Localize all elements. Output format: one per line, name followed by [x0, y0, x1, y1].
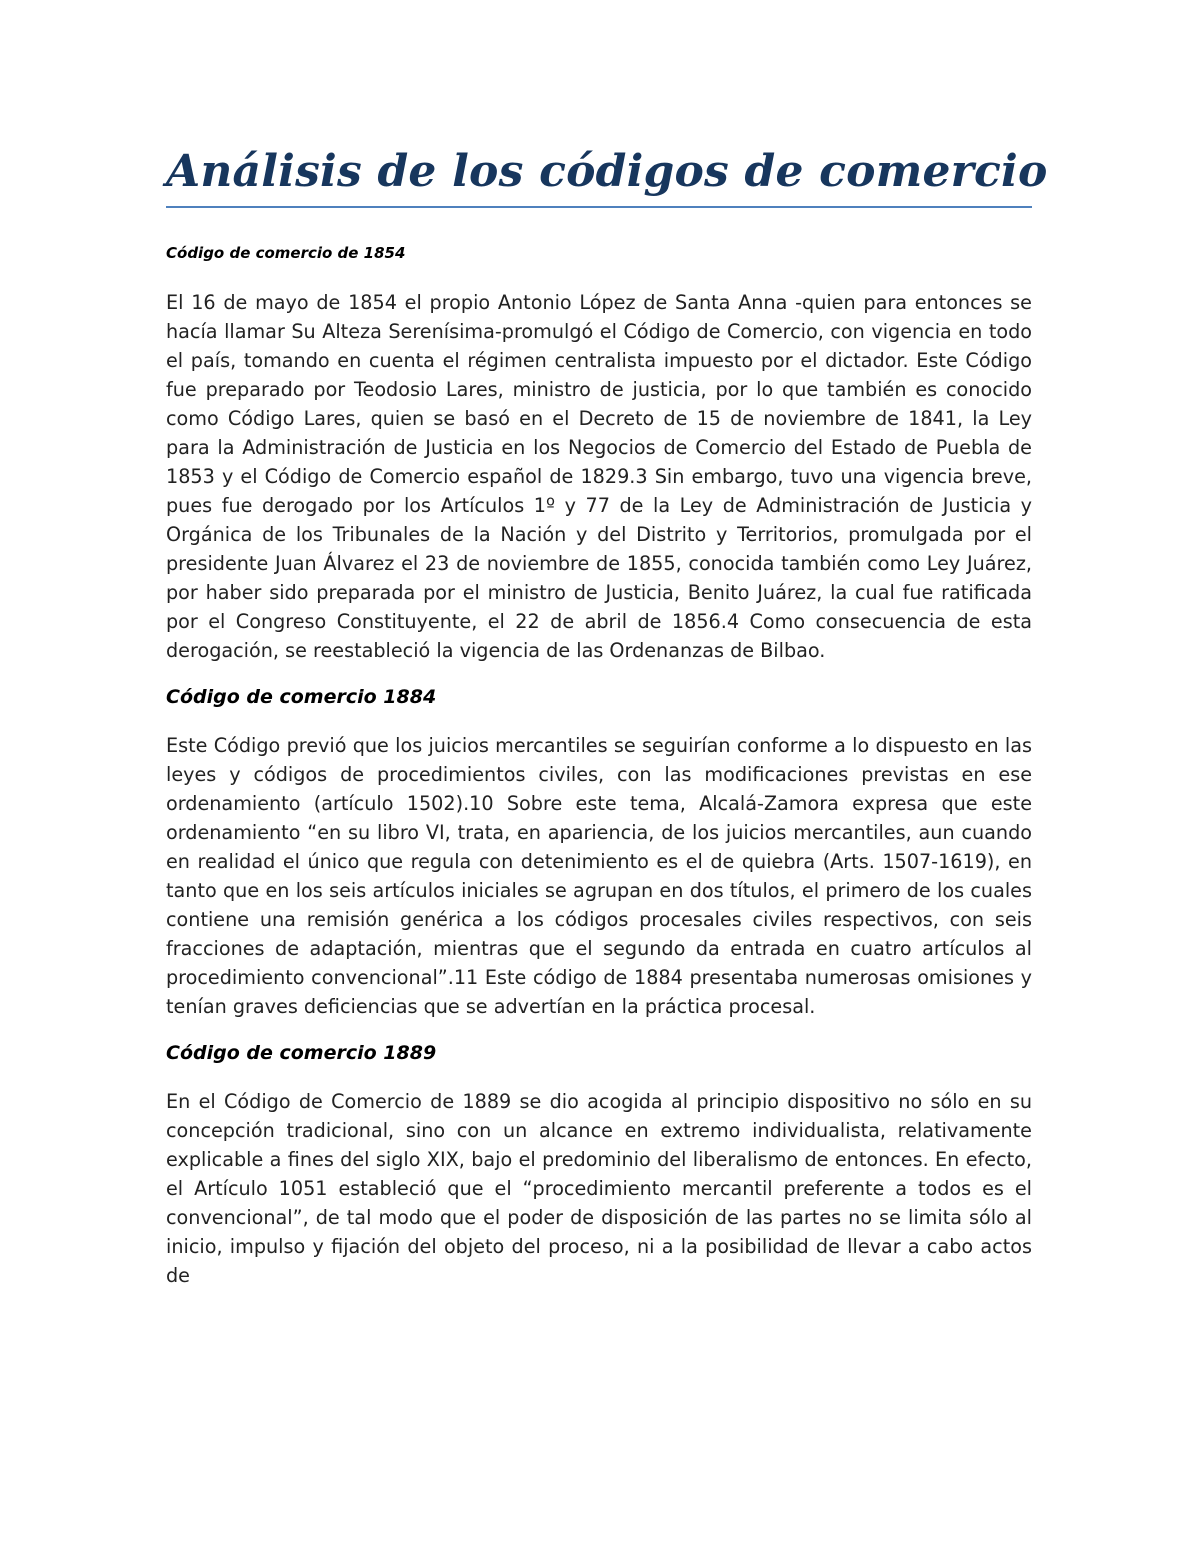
section-heading-1889: Código de comercio 1889 — [166, 1042, 437, 1064]
section-body-1889: En el Código de Comercio de 1889 se dio acogida al principio dispositivo no sólo en su concepción tradicional, sino con un alcance en extremo individualista, relativamente explicable a fines del siglo XIX, bajo el predominio del liberalismo de entonces. En efecto, el Artículo 1051 estableció que el “procedimiento mercantil preferente a todos es el convencional”, de tal modo que el poder de disposición de las partes no se limita sólo al inicio, impulso y fijación del objeto del proceso, ni a la posibilidad de llevar a cabo actos de — [166, 1090, 1032, 1287]
section-body-1884: Este Código previó que los juicios mercantiles se seguirían conforme a lo dispuesto en las leyes y códigos de procedimientos civiles, con las modificaciones previstas en ese ordenamiento (artículo 1502).10 Sobre este tema, Alcalá-Zamora expresa que este ordenamiento “en su libro VI, trata, en apariencia, de los juicios mercantiles, aun cuando en realidad el único que regula con detenimiento es el de quiebra (Arts. 1507-1619), en tanto que en los seis artículos iniciales se agrupan en dos títulos, el primero de los cuales contiene una remisión genérica a los códigos procesales civiles respectivos, con seis fracciones de adaptación, mientras que el segundo da entrada en cuatro artículos al procedimiento convencional”.11 Este código de 1884 presentaba numerosas omisiones y tenían graves deficiencias que se advertían en la práctica procesal. — [166, 734, 1032, 1018]
title-underline — [166, 206, 1032, 208]
document-content — [166, 142, 1048, 1290]
section-heading-1854: Código de comercio de 1854 — [166, 244, 406, 262]
section-heading-1884: Código de comercio 1884 — [166, 686, 437, 708]
document-title: Análisis de los códigos de comercio — [166, 146, 1048, 197]
section-body-1854: El 16 de mayo de 1854 el propio Antonio López de Santa Anna -quien para entonces se hacía llamar Su Alteza Serenísima-promulgó el Código de Comercio, con vigencia en todo el país, tomando en cuenta el régimen centralista impuesto por el dictador. Este Código fue preparado por Teodosio Lares, ministro de justicia, por lo que también es conocido como Código Lares, quien se basó en el Decreto de 15 de noviembre de 1841, la Ley para la Administración de Justicia en los Negocios de Comercio del Estado de Puebla de 1853 y el Código de Comercio español de 1829.3 Sin embargo, tuvo una vigencia breve, pues fue derogado por los Artículos 1º y 77 de la Ley de Administración de Justicia y Orgánica de los Tribunales de la Nación y del Distrito y Territorios, promulgada por el presidente Juan Álvarez el 23 de noviembre de 1855, conocida también como Ley Juárez, por haber sido preparada por el ministro de Justicia, Benito Juárez, la cual fue ratificada por el Congreso Constituyente, el 22 de abril de 1856.4 Como consecuencia de esta derogación, se reestableció la vigencia de las Ordenanzas de Bilbao. — [166, 291, 1032, 662]
